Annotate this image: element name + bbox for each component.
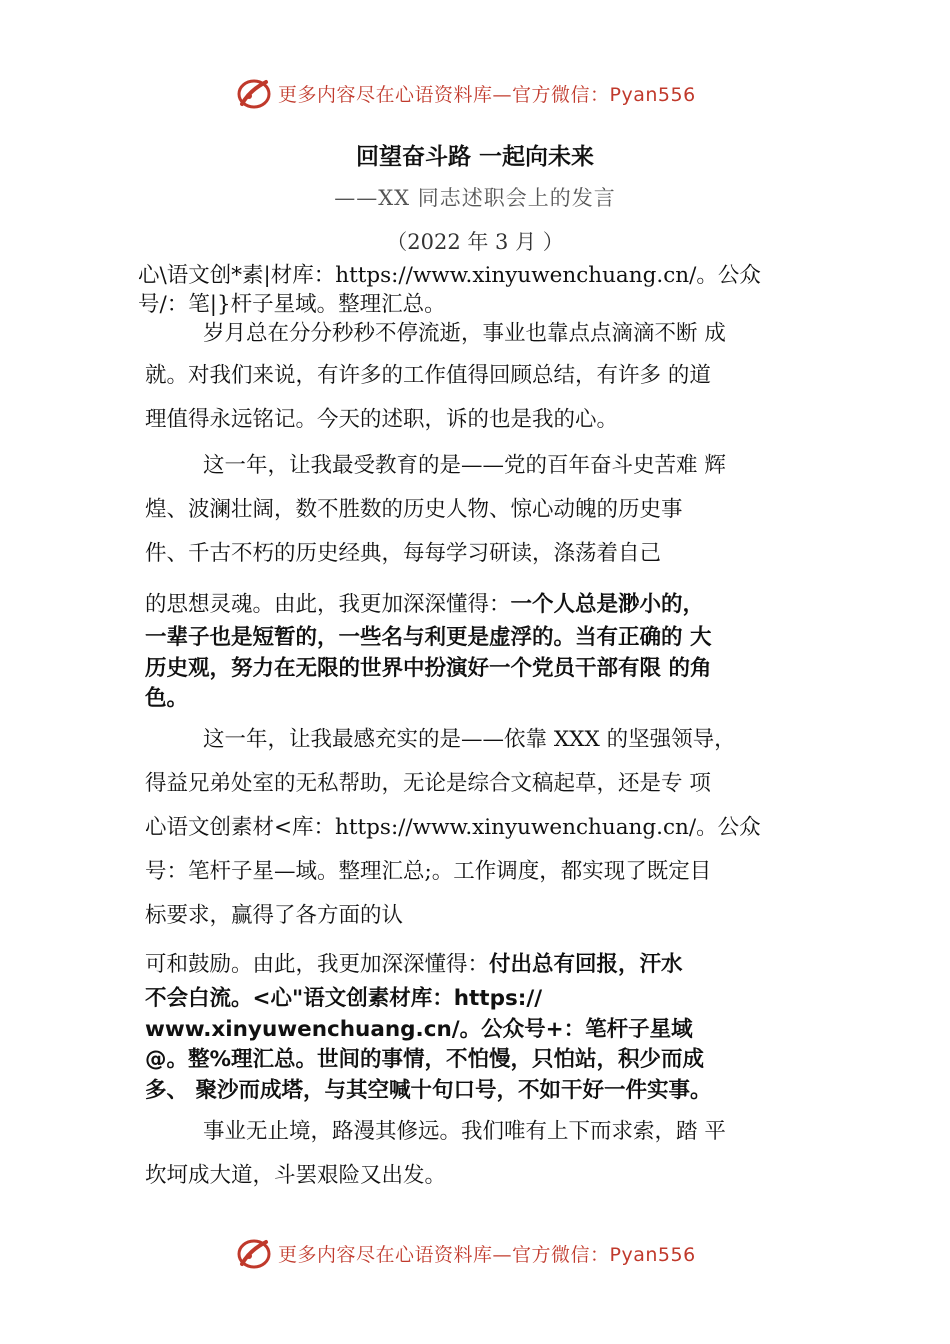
banner-wechat-id: Pyan556 <box>609 84 696 106</box>
text-line-mixed <box>145 587 704 618</box>
bold-line: 不会白流。<心"语文创素材库：https:// <box>145 986 543 1011</box>
brush-logo-icon <box>236 1236 272 1270</box>
text-line: 心语文创素材<库：https://www.xinyuwenchuang.cn/。公众 <box>145 815 761 840</box>
text-line: 标要求，赢得了各方面的认 <box>145 903 404 928</box>
text-line: 岁月总在分分秒秒不停流逝，事业也靠点点滴滴不断 成 <box>203 321 726 346</box>
text-line: 理值得永远铭记。今天的述职，诉的也是我的心。 <box>145 407 619 432</box>
banner-text-cn: 更多内容尽在心语资料库—官方微信： <box>278 1244 610 1266</box>
text-line: 这一年，让我最受教育的是——党的百年奋斗史苦难 辉 <box>203 453 726 478</box>
footer-banner <box>0 1232 950 1272</box>
banner-text-cn: 更多内容尽在心语资料库—官方微信： <box>278 84 610 106</box>
text-line: 号/：笔|}杆子星域。整理汇总。 <box>138 292 446 317</box>
document-date: （2022 年 3 月 ） <box>386 230 564 254</box>
header-banner <box>0 72 950 112</box>
text-line: 号：笔杆子星—域。整理汇总;。工作调度，都实现了既定目 <box>145 859 712 884</box>
text-line: 得益兄弟处室的无私帮助，无论是综合文稿起草，还是专 项 <box>145 771 711 796</box>
text-line: 煌、波澜壮阔，数不胜数的历史人物、惊心动魄的历史事 <box>145 497 683 522</box>
text-line: 事业无止境，路漫其修远。我们唯有上下而求索，踏 平 <box>203 1119 726 1144</box>
text-line: 就。对我们来说，有许多的工作值得回顾总结，有许多 的道 <box>145 363 711 388</box>
document-title: 回望奋斗路 一起向未来 <box>355 144 594 170</box>
banner-wechat-id: Pyan556 <box>609 1244 696 1266</box>
text-line: 心\语文创*素|材库：https://www.xinyuwenchuang.cn/。公众 <box>138 263 761 288</box>
bold-line: 色。 <box>145 686 189 711</box>
text-line: 这一年，让我最感充实的是——依靠 XXX 的坚强领导， <box>203 727 736 752</box>
bold-segment: 一个人总是渺小的， <box>510 592 705 617</box>
text-line: 坎坷成大道，斗罢艰险又出发。 <box>145 1163 447 1188</box>
document-subtitle: ——XX 同志述职会上的发言 <box>334 186 616 210</box>
banner-text <box>278 1240 696 1267</box>
bold-line: 历史观，努力在无限的世界中扮演好一个党员干部有限 的角 <box>145 656 712 681</box>
text-line: 件、千古不朽的历史经典，每每学习研读，涤荡着自己 <box>145 541 662 566</box>
text-segment: 可和鼓励。由此，我更加深深懂得： <box>145 952 490 977</box>
bold-line: 多、 聚沙而成塔，与其空喊十句口号，不如干好一件实事。 <box>145 1078 712 1103</box>
bold-line: www.xinyuwenchuang.cn/。公众号+：笔杆子星域 <box>145 1017 693 1042</box>
bold-segment: 付出总有回报，汗水 <box>489 952 683 977</box>
banner-text <box>278 80 696 107</box>
text-line-mixed <box>145 947 683 978</box>
bold-line: @。整%理汇总。世间的事情，不怕慢，只怕站，积少而成 <box>145 1047 705 1072</box>
bold-line: 一辈子也是短暂的，一些名与利更是虚浮的。当有正确的 大 <box>145 625 712 650</box>
text-segment: 的思想灵魂。由此，我更加深深懂得： <box>145 592 511 617</box>
brush-logo-icon <box>236 76 272 110</box>
